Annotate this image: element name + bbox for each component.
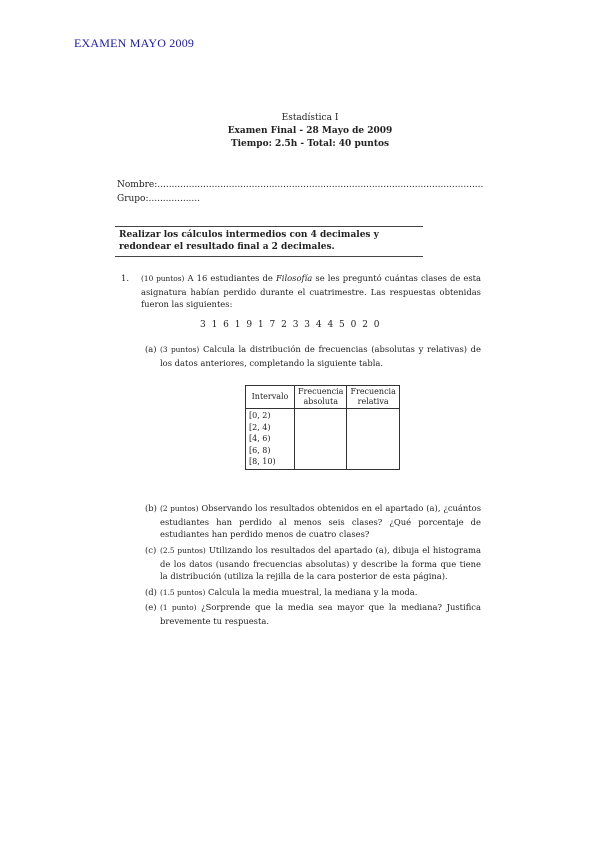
name-dots: .................................................................................................................. [157,180,484,190]
part-label: (a) [145,344,157,354]
part-text: Calcula la distribución de frecuencias (absolutas y relativas) de los datos anteriores, completando la siguiente tabla. [160,344,481,368]
exam-banner: EXAMEN MAYO 2009 [74,36,195,50]
part-points: (1 punto) [160,603,197,612]
part-a [145,343,481,369]
question-1 [121,272,481,311]
table-header-absolute: Frecuencia absoluta [295,386,347,409]
part-text: Observando los resultados obtenidos en el apartado (a), ¿cuántos estudiantes han perdido al menos seis clases? ¿Qué porcentaje de estudiantes han perdido menos de cuatro clases? [160,503,481,539]
exam-header [0,112,600,151]
interval-list [246,409,295,470]
interval-cell: [0, 2) [249,411,271,420]
part-b [145,502,481,541]
question-intro-b: se les preguntó cuántas clases de esta asignatura habían perdido durante el cuatrimestre. Las respuestas obtenidas fueron las siguientes: [141,273,481,309]
part-text: Utilizando los resultados del apartado (a), dibuja el histograma de los datos (usando frecuencias absolutas) y describe la forma que tiene la distribución (utiliza la rejilla de la cara posterior de esta página). [160,545,481,581]
course-title: Estadística I [281,113,339,123]
relative-frequency-cell[interactable] [347,409,399,470]
data-sequence: 3 1 6 1 9 1 7 2 3 3 4 4 5 0 2 0 [200,320,380,330]
question-number: 1. [121,273,129,283]
absolute-frequency-cell[interactable] [295,409,347,470]
table-header-relative: Frecuencia relativa [347,386,399,409]
part-c [145,544,481,583]
part-label: (b) [145,503,157,513]
part-points: (2 puntos) [160,504,199,513]
group-field[interactable] [117,194,200,204]
table-header-interval: Intervalo [246,386,295,409]
part-d [145,586,481,600]
name-label: Nombre: [117,180,158,190]
interval-cell: [6, 8) [249,445,271,455]
exam-title: Examen Final - 28 Mayo de 2009 [227,126,393,136]
rounding-note: Realizar los cálculos intermedios con 4 decimales y redondear el resultado final a 2 decimales. [115,226,423,257]
interval-cell: [2, 4) [249,422,271,432]
question-intro-a: A 16 estudiantes de [187,273,273,283]
group-label: Grupo: [117,194,149,204]
part-points: (2.5 puntos) [160,546,206,555]
group-dots: .................. [148,194,200,204]
part-points: (1.5 puntos) [160,588,206,597]
part-e [145,601,481,627]
frequency-table [245,385,400,470]
interval-cell: [4, 6) [249,434,271,443]
question-points: (10 puntos) [141,274,185,283]
part-text: ¿Sorprende que la media sea mayor que la mediana? Justifica brevemente tu respuesta. [160,602,481,626]
part-points: (3 puntos) [160,345,200,354]
question-subject: Filosofía [275,273,313,283]
interval-cell: [8, 10) [249,457,276,466]
name-field[interactable] [117,180,483,190]
part-label: (e) [145,602,157,612]
exam-time: Tiempo: 2.5h - Total: 40 puntos [230,139,390,149]
part-label: (c) [145,545,157,555]
part-text: Calcula la media muestral, la mediana y la moda. [208,587,418,597]
part-label: (d) [145,587,157,597]
